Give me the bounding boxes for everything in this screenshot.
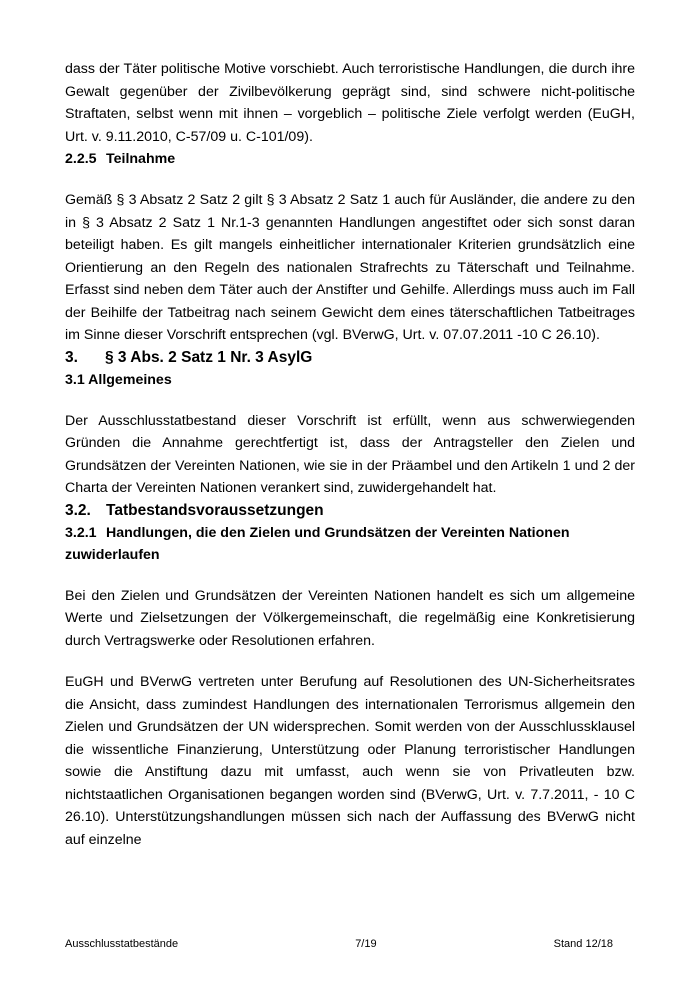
heading-2-2-5 (65, 148, 635, 170)
page-footer (65, 938, 613, 950)
heading-number: 3.2. (65, 501, 91, 519)
paragraph-teilnahme: Gemäß § 3 Absatz 2 Satz 2 gilt § 3 Absatz 2 Satz 1 auch für Ausländer, die andere zu den in § 3 Absatz 2 Satz 1 Nr.1-3 genannten Handlungen angestiftet oder sich sonst daran beteiligt haben. Es gilt mangels einheitlicher internationaler Kriterien grundsätzlich eine Orientierung an den Regeln des nationalen Strafrechts zu Täterschaft und Teilnahme. Erfasst sind neben dem Täter auch der Anstifter und Gehilfe. Allerdings muss auch im Fall der Beihilfe der Tatbeitrag nach seinem Gewicht dem eines täterschaftlichen Tatbeitrages im Sinne dieser Vorschrift entsprechen (vgl. BVerwG, Urt. v. 07.07.2011 -10 C 26.10). (65, 192, 635, 343)
footer-page-number: 7/19 (355, 938, 377, 950)
heading-3-2 (65, 500, 635, 522)
heading-3-1: 3.1 Allgemeines (65, 371, 172, 388)
heading-number: 2.2.5 (65, 151, 97, 167)
intro-paragraph: dass der Täter politische Motive vorschiebt. Auch terroristische Handlungen, die durch ihre Gewalt gegenüber der Zivilbevölkerung geprägt sind, sind schwere nicht-politische Straftaten, selbst wenn mit ihnen – vorgeblich – politische Ziele verfolgt werden (EuGH, Urt. v. 9.11.2010, C-57/09 u. C-101/09). (65, 61, 635, 145)
heading-number: 3.2.1 (65, 524, 97, 541)
heading-3 (65, 347, 635, 369)
heading-title: Teilnahme (106, 151, 176, 167)
paragraph-allgemeines: Der Ausschlusstatbestand dieser Vorschrift ist erfüllt, wenn aus schwerwiegenden Gründen die Annahme gerechtfertigt ist, dass der Antragsteller den Zielen und Grundsätzen der Vereinten Nationen, wie sie in der Präambel und den Artikeln 1 und 2 der Charta der Vereinten Nationen verankert sind, zuwidergehandelt hat. (65, 412, 635, 496)
heading-number: 3. (65, 348, 78, 366)
heading-title: Tatbestandsvoraussetzungen (106, 501, 324, 519)
footer-document-title: Ausschlusstatbestände (65, 938, 179, 950)
heading-title: Handlungen, die den Zielen und Grundsätzen der Vereinten Nationen zuwiderlaufen (65, 524, 570, 563)
heading-title: § 3 Abs. 2 Satz 1 Nr. 3 AsylG (105, 348, 313, 366)
paragraph-ziele-grundsaetze: Bei den Zielen und Grundsätzen der Vereinten Nationen handelt es sich um allgemeine Werte und Zielsetzungen der Völkergemeinschaft, die regelmäßig eine Konkretisierung durch Vertragswerke oder Resolutionen erfahren. (65, 587, 635, 649)
paragraph-eugh-bverwg: EuGH und BVerwG vertreten unter Berufung auf Resolutionen des UN-Sicherheitsrates die Ansicht, dass zumindest Handlungen des internationalen Terrorismus allgemein den Zielen und Grundsätzen der UN widersprechen. Somit werden von der Ausschlussklausel die wissentliche Finanzierung, Unterstützung oder Planung terroristischer Handlungen sowie die Anstiftung dazu mit umfasst, auch wenn sie von Privatleuten bzw. nichtstaatlichen Organisationen begangen worden sind (BVerwG, Urt. v. 7.7.2011, - 10 C 26.10). Unterstützungshandlungen müssen sich nach der Auffassung des BVerwG nicht auf einzelne (65, 674, 635, 848)
heading-3-2-1 (65, 522, 635, 566)
footer-version: Stand 12/18 (553, 938, 613, 950)
document-page (65, 58, 635, 851)
